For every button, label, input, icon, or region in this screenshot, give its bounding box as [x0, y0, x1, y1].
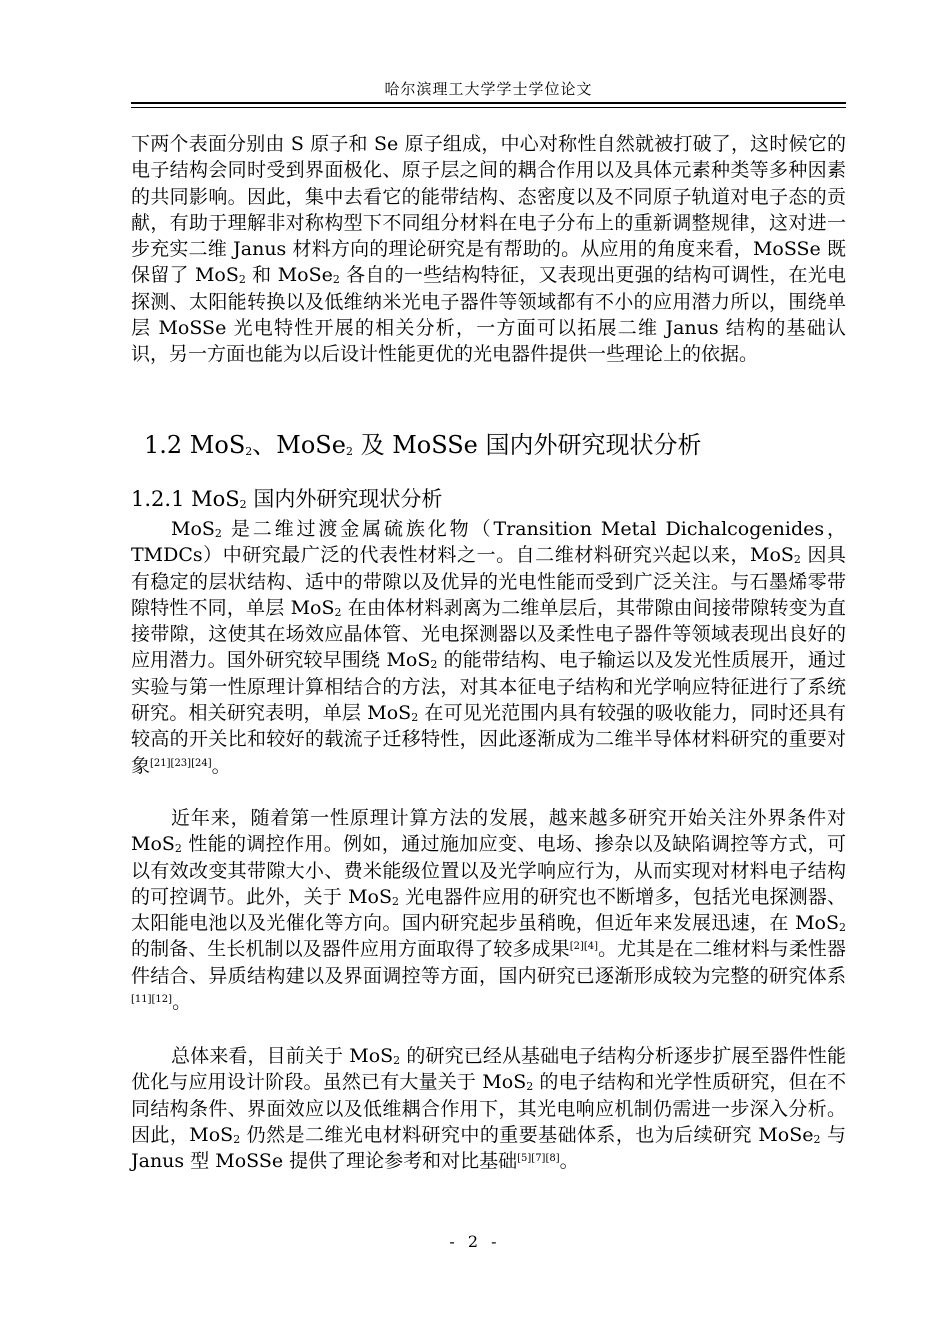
- citation: [2][4]: [569, 941, 599, 953]
- body-paragraph-1: MoS$_2$ 是二维过渡金属硫族化物（Transition Metal Dichalcogenides，TMDCs）中研究最广泛的代表性材料之一。自二维材料研究兴起以来，MoS$_2$ 因具有稳定的层状结构、适中的带隙以及优异的光电性能而受到广泛关注。与石墨烯零带隙特性不同，单层 MoS$_2$ 在由体材料剥离为二维单层后，其带隙由间接带隙转变为直接带隙，这使其在场效应晶体管、光电探测器以及柔性电子器件等领域表现出良好的应用潜力。国外研究较早围绕 MoS$_2$ 的能带结构、电子输运以及发光性质展开，通过实验与第一性原理计算相结合的方法，对其本征电子结构和光学响应特征进行了系统研究。相关研究表明，单层 MoS$_2$ 在可见光范围内具有较强的吸收能力，同时还具有较高的开关比和较好的载流子迁移特性，因此逐渐成为二维半导体材料研究的重要对象[21][23][24]。: [131, 518, 847, 777]
- citation: [5][7][8]: [517, 1153, 560, 1165]
- section-heading-1-2-1: 1.2.1 MoS$_2$ 国内外研究现状分析: [131, 487, 443, 511]
- section-heading-1-2: 1.2 MoS$_2$、MoSe$_2$ 及 MoSSe 国内外研究现状分析: [144, 431, 702, 459]
- citation: [21][23][24]: [150, 757, 212, 769]
- page-number: - 2 -: [449, 1232, 501, 1251]
- body-paragraph-2: 近年来，随着第一性原理计算方法的发展，越来越多研究开始关注外界条件对 MoS$_2$ 性能的调控作用。例如，通过施加应变、电场、掺杂以及缺陷调控等方式，可以有效改变其带隙大小、费米能级位置以及光学响应行为，从而实现对材料电子结构的可控调节。此外，关于 MoS$_2$ 光电器件应用的研究也不断增多，包括光电探测器、太阳能电池以及光催化等方向。国内研究起步虽稍晚，但近年来发展迅速，在 MoS$_2$ 的制备、生长机制以及器件应用方面取得了较多成果[2][4]。尤其是在二维材料与柔性器件结合、异质结构建以及界面调控等方面，国内研究已逐渐形成较为完整的研究体系[11][12]。: [131, 807, 846, 1014]
- header-rule-thin: [131, 107, 846, 108]
- citation: [11][12]: [131, 994, 173, 1006]
- intro-paragraph: 下两个表面分别由 S 原子和 Se 原子组成，中心对称性自然就被打破了，这时候它的电子结构会同时受到界面极化、原子层之间的耦合作用以及具体元素种类等多种因素的共同影响。因此，集中去看它的能带结构、态密度以及不同原子轨道对电子态的贡献，有助于理解非对称构型下不同组分材料在电子分布上的重新调整规律，这对进一步充实二维 Janus 材料方向的理论研究是有帮助的。从应用的角度来看，MoSSe 既保留了 MoS$_2$ 和 MoSe$_2$ 各自的一些结构特征，又表现出更强的结构可调性，在光电探测、太阳能转换以及低维纳米光电子器件等领域都有不小的应用潜力所以，围绕单层 MoSSe 光电特性开展的相关分析，一方面可以拓展二维 Janus 结构的基础认识，另一方面也能为以后设计性能更优的光电器件提供一些理论上的依据。: [131, 133, 847, 366]
- page-header: 哈尔滨理工大学学士学位论文: [384, 80, 593, 98]
- header-rule-thick: [131, 102, 846, 104]
- body-paragraph-3: 总体来看，目前关于 MoS$_2$ 的研究已经从基础电子结构分析逐步扩展至器件性能优化与应用设计阶段。虽然已有大量关于 MoS$_2$ 的电子结构和光学性质研究，但在不同结构条件、界面效应以及低维耦合作用下，其光电响应机制仍需进一步深入分析。因此，MoS$_2$ 仍然是二维光电材料研究中的重要基础体系，也为后续研究 MoSe$_2$ 与 Janus 型 MoSSe 提供了理论参考和对比基础[5][7][8]。: [131, 1045, 847, 1173]
